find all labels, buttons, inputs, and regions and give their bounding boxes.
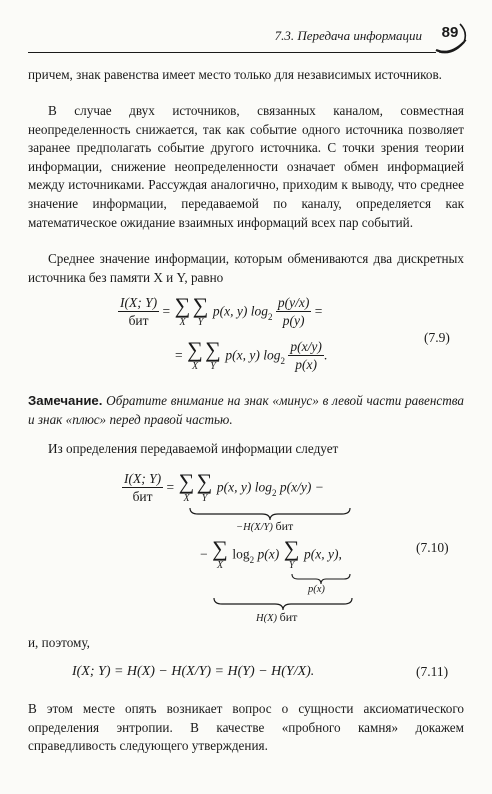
underbrace-3-icon	[214, 598, 352, 610]
row1-term: p(x, y) log	[212, 303, 268, 319]
page-number: 89	[441, 24, 459, 41]
equation-number-7-11: (7.11)	[416, 664, 449, 679]
paragraph-continuation: причем, знак равенства имеет место только для независимых источников.	[28, 67, 442, 82]
equation-7-10-row2: − ∑ X $\log_2 p(x)$ ∑ Y p(x, y),	[200, 536, 342, 571]
row1-fraction: $\frac{p(y/x)}{p(y)}$	[277, 295, 310, 328]
running-header	[0, 18, 492, 58]
lhs-denominator: бит	[128, 313, 149, 328]
lhs-fraction: $\frac{I(X; Y)}{\text{бит}}$	[124, 471, 162, 504]
section-title: 7.3. Передача информации	[274, 28, 422, 43]
sum-y: ∑ Y	[192, 293, 209, 328]
paragraph-axiomatic: В этом месте опять возникает вопрос о сущности аксиоматического определения энтропии. В качестве «пробного камня» докажем справедливость следующего утверждения.	[28, 701, 464, 754]
paragraph-therefore: и, поэтому,	[28, 635, 90, 650]
equation-7-9-row1: $\frac{I(X; Y)}{\text{бит}}$ = ∑ X ∑ Y p(x, y) $\log_2$ $\frac{p(y/x)}{p(y)}$ =	[120, 293, 323, 328]
equation-7-11: I(X; Y) = H(X) − H(X/Y) = H(Y) − H(Y/X).	[72, 664, 315, 679]
lhs-fraction	[118, 294, 159, 329]
header-rule	[28, 52, 436, 53]
remark-text: Обратите внимание на знак «минус» в левой части равенства и знак «плюс» перед правой частью.	[28, 393, 464, 427]
paragraph-from-definition: Из определения передаваемой информации следует	[48, 441, 339, 456]
remark-label: Замечание.	[28, 393, 103, 408]
equation-7-10-row1: $\frac{I(X; Y)}{\text{бит}}$ = ∑ X ∑ Y p(x, y) $\log_2 p(x/y)$ −	[124, 469, 324, 504]
remark	[28, 392, 464, 429]
paragraph-average-information	[28, 250, 464, 287]
sum-x: ∑ X	[174, 293, 191, 328]
underbrace-2-label: p(x)	[308, 584, 325, 595]
underbrace-3-label: H(X) бит	[256, 610, 298, 624]
paragraph-average-information-text: Среднее значение информации, которым обмениваются два дискретных источника без памяти X и Y, равно	[28, 251, 464, 285]
underbrace-2-icon	[292, 574, 350, 584]
equation-number-7-10: (7.10)	[416, 540, 449, 555]
paragraph-two-sources: В случае двух источников, связанных каналом, совместная неопределенность снижается, так как событие одного источника позволяет заранее предполагать событие другого источника. С точки зрения теории информации, снижение неопределенности означает обмен информацией между источниками. Рассуждая аналогично, приходим к выводу, что среднее значение информации, передаваемой по каналу, определяется как математическое ожидание взаимных информаций всех пар событий.	[28, 103, 464, 230]
lhs-numerator: I(X; Y)	[120, 295, 158, 310]
equation-number-7-9: (7.9)	[424, 330, 450, 345]
equation-7-9-row2: = ∑ X ∑ Y p(x, y) $\log_2$ $\frac{p(x/y)}{p(x)}$ .	[175, 337, 328, 372]
row2-fraction: $\frac{p(x/y)}{p(x)}$	[290, 339, 322, 372]
underbrace-1-label: −H(X/Y) бит	[236, 519, 294, 533]
row2-term: p(x, y) log	[225, 347, 281, 363]
